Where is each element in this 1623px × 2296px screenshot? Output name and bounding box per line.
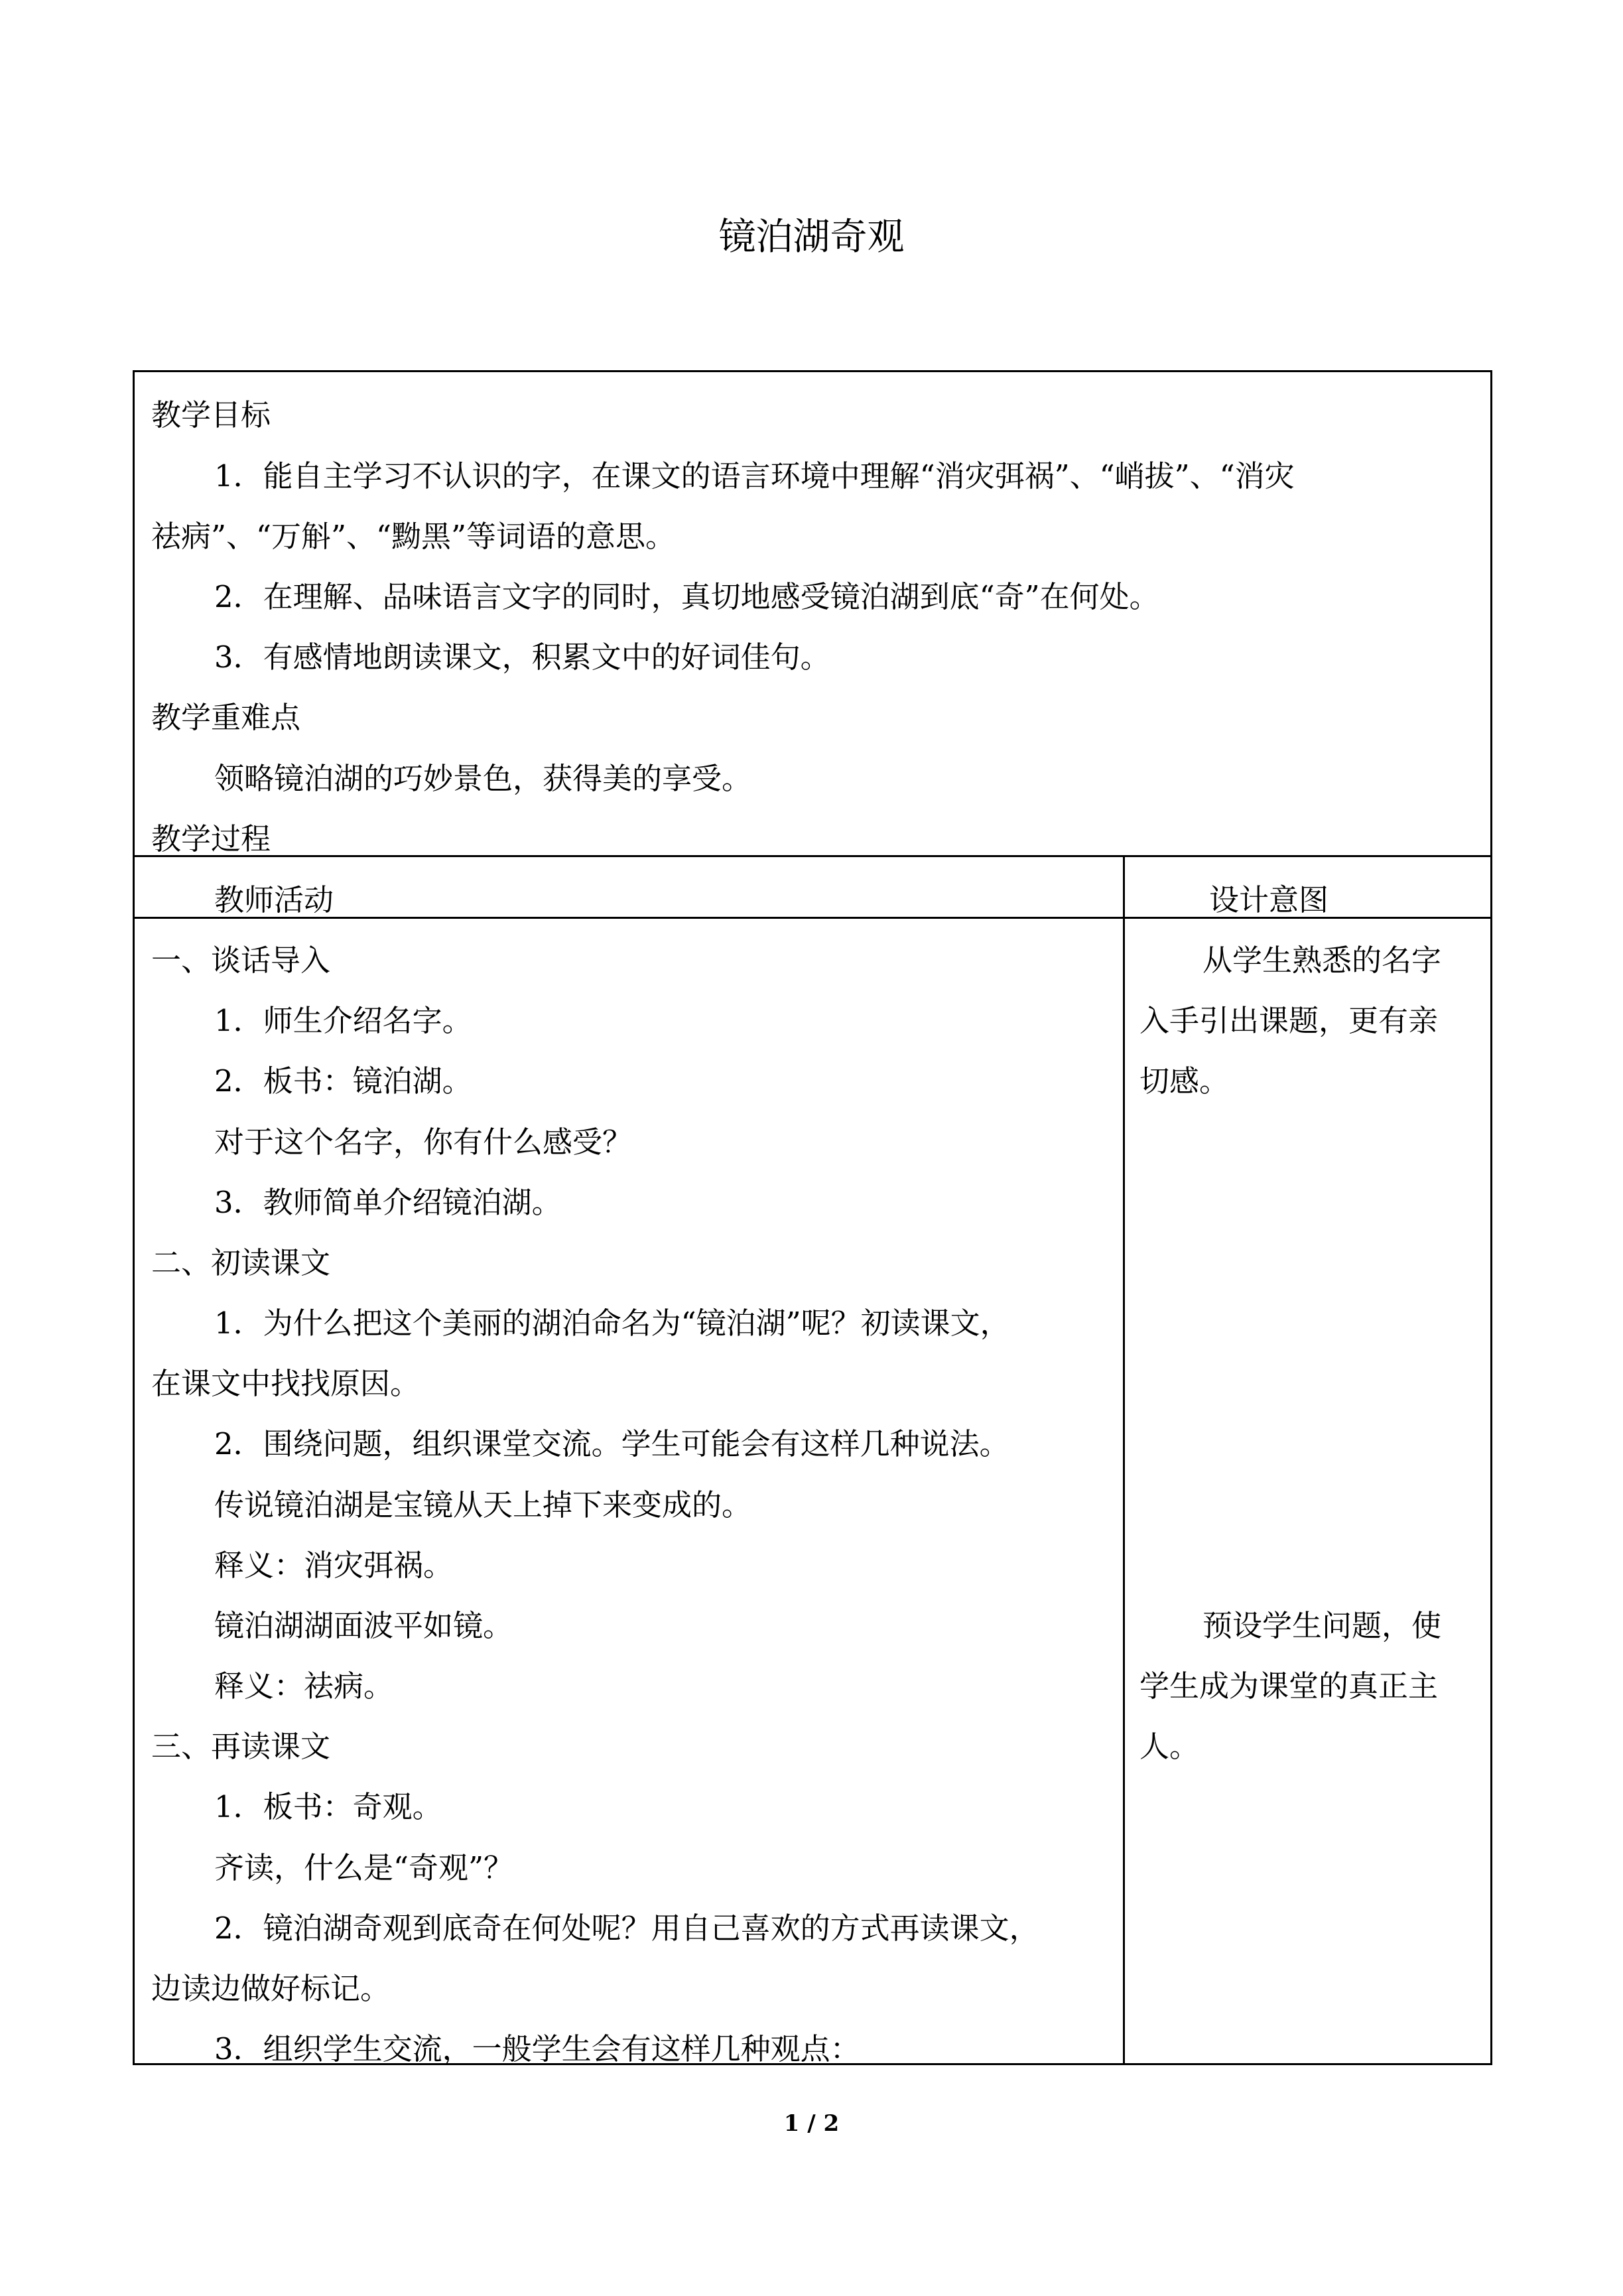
teacher-line: 二、初读课文 (151, 1245, 331, 1280)
lesson-plan-table (133, 370, 1492, 2065)
teacher-line: 对于这个名字，你有什么感受？ (214, 1124, 633, 1160)
teacher-line: 1．师生介绍名字。 (214, 1003, 472, 1038)
process-heading: 教学过程 (151, 821, 271, 856)
teacher-line: 三、再读课文 (151, 1729, 331, 1764)
objective-1-line-2: 祛病”、“万斛”、“黝黑”等词语的意思。 (151, 519, 676, 554)
teacher-line: 2．板书：镜泊湖。 (214, 1063, 472, 1099)
teacher-line: 3．教师简单介绍镜泊湖。 (214, 1185, 562, 1220)
key-points-heading: 教学重难点 (151, 700, 301, 735)
teacher-line: 释义：消灾弭祸。 (214, 1548, 454, 1583)
section-divider (135, 855, 1490, 857)
teacher-line: 1．板书：奇观。 (214, 1789, 442, 1824)
objectives-heading: 教学目标 (151, 397, 271, 433)
teacher-line: 在课文中找找原因。 (151, 1366, 421, 1401)
design-note-line: 入手引出课题，更有亲 (1139, 1003, 1439, 1038)
design-note-line: 切感。 (1139, 1063, 1230, 1099)
key-points-text: 领略镜泊湖的巧妙景色，获得美的享受。 (214, 761, 752, 796)
design-note-line: 学生成为课堂的真正主 (1139, 1668, 1439, 1704)
design-note-line: 人。 (1139, 1729, 1200, 1764)
column-header-design-intent: 设计意图 (1209, 882, 1329, 917)
teacher-line: 1．为什么把这个美丽的湖泊命名为“镜泊湖”呢？初读课文， (214, 1306, 1010, 1341)
teacher-line: 2．围绕问题，组织课堂交流。学生可能会有这样几种说法。 (214, 1426, 1009, 1461)
objective-1-line-1: 1．能自主学习不认识的字，在课文的语言环境中理解“消灾弭祸”、“峭拔”、“消灾 (214, 458, 1295, 494)
column-header-teacher-activity: 教师活动 (214, 882, 334, 917)
objective-2: 2．在理解、品味语言文字的同时，真切地感受镜泊湖到底“奇”在何处。 (214, 579, 1159, 614)
teacher-line: 2．镜泊湖奇观到底奇在何处呢？用自己喜欢的方式再读课文， (214, 1911, 1039, 1946)
teacher-line: 齐读，什么是“奇观”？ (214, 1850, 514, 1885)
page-number: 1 / 2 (783, 2110, 840, 2137)
column-divider (1123, 855, 1125, 2063)
design-note-line: 从学生熟悉的名字 (1202, 943, 1442, 978)
teacher-line: 边读边做好标记。 (151, 1971, 391, 2006)
design-note-line: 预设学生问题，使 (1202, 1608, 1442, 1643)
teacher-line: 释义：祛病。 (214, 1668, 394, 1704)
objective-3: 3．有感情地朗读课文，积累文中的好词佳句。 (214, 640, 830, 675)
teacher-line: 传说镜泊湖是宝镜从天上掉下来变成的。 (214, 1487, 752, 1522)
teacher-line: 镜泊湖湖面波平如镜。 (214, 1608, 513, 1643)
teacher-line: 3．组织学生交流，一般学生会有这样几种观点： (214, 2031, 860, 2066)
document-title: 镜泊湖奇观 (718, 216, 905, 259)
teacher-line: 一、谈话导入 (151, 943, 331, 978)
